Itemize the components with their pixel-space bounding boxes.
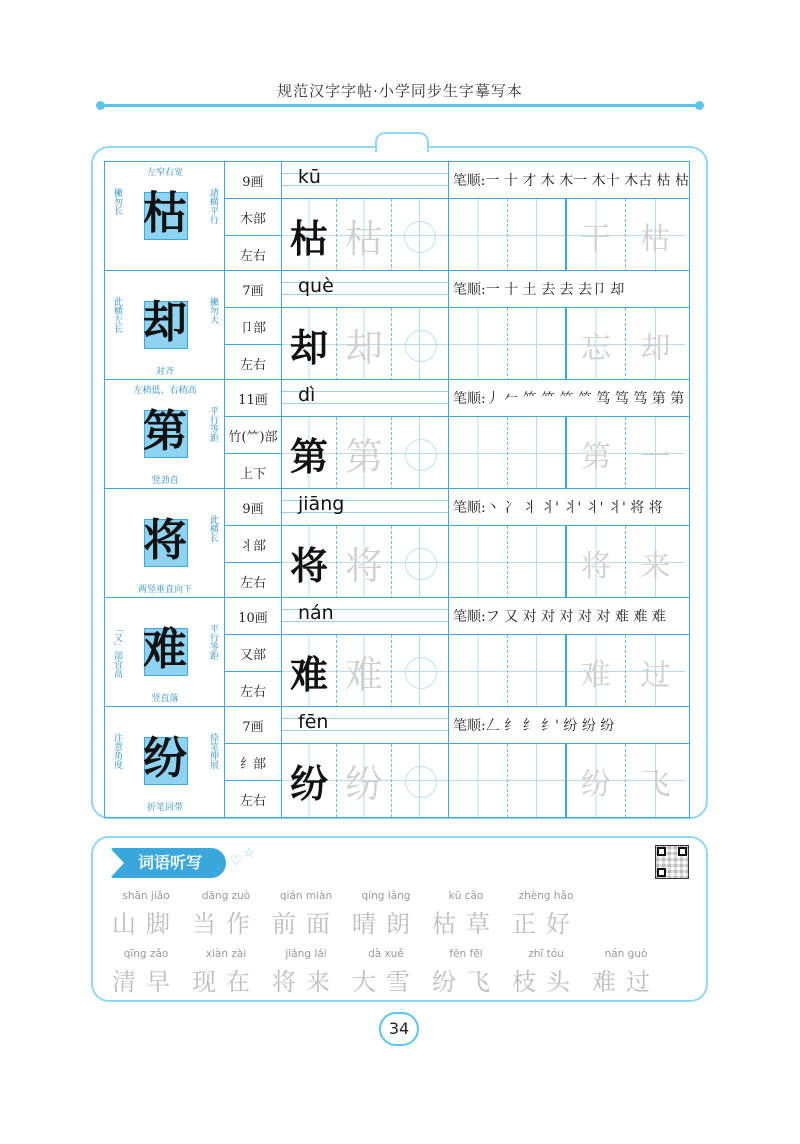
header-rule [100,104,700,107]
dictation-line [112,948,692,997]
word-grid [449,744,689,817]
model-character: 纷 [143,733,187,784]
word-pinyin: qíng lǎng [361,890,411,902]
model-character-cell [105,271,225,381]
word-trace-char: 来 [640,548,671,584]
sample-character: 第 [289,434,328,479]
stroke-order-sequence: フ 又 对 对 对 对 对 难 难 难 [485,609,666,625]
stroke-order-sequence: 一 十 土 去 去 去卩 却 [485,282,625,298]
radical: 丬部 [225,526,281,563]
character-info [225,162,282,272]
tian-box [282,635,337,708]
tian-grid-row [282,744,448,817]
circle-guide [405,439,437,471]
practice-cell [282,162,449,272]
stroke-count: 9画 [225,162,281,199]
sample-character: 纷 [289,761,328,806]
structure: 左右 [239,793,266,809]
radical: 又部 [225,635,281,672]
word-grid [449,526,689,599]
character-info [225,489,282,599]
trace-character: 第 [344,435,383,479]
writing-tip-bottom: 对齐 [155,367,174,377]
writing-tip-right: 撇勿大 [208,297,218,324]
stroke-order-label: 笔顺: [453,500,486,516]
practice-cell [282,598,449,708]
tian-box[interactable] [392,526,447,599]
circle-guide [405,548,437,580]
word-box[interactable] [567,308,626,381]
writing-tip-right: 平行等距 [208,406,218,442]
structure: 左右 [239,684,266,700]
qr-code-icon[interactable] [655,845,689,879]
practice-cell [282,271,449,381]
model-character-cell [105,489,225,599]
word-trace-char: 一 [640,439,671,475]
stroke-count: 7画 [225,271,281,308]
model-character: 第 [143,406,187,457]
writing-tip-left: 撇勿长 [112,188,122,215]
word-characters: 晴朗 [352,910,420,938]
stroke-count: 9画 [225,489,281,526]
pinyin: kū [297,166,321,188]
stroke-order [449,598,689,635]
word-grid [449,308,689,381]
header-dot-right [695,101,704,110]
stroke-count: 10画 [225,598,281,635]
practice-cell [282,380,449,490]
stroke-order-cell [449,598,689,708]
model-character: 难 [143,624,187,675]
word-pinyin: qián miàn [279,890,333,902]
word-grid [449,635,689,708]
pinyin-row [282,271,448,308]
word-pinyin: zhī tóu [528,948,564,960]
dictation-title-notch [110,848,124,878]
stroke-count: 11画 [225,380,281,417]
dictation-word [352,890,420,939]
practice-box[interactable] [508,308,567,381]
word-pinyin: zhèng hǎo [518,890,574,902]
word-characters: 清早 [112,968,180,996]
word-box[interactable] [567,199,626,272]
practice-box[interactable] [508,417,567,490]
tian-box[interactable] [392,199,447,272]
character-row [104,706,690,818]
stroke-order-label: 笔顺: [452,173,486,189]
tian-grid-row [282,199,448,272]
word-trace-char: 飞 [640,766,671,802]
sample-character: 枯 [289,216,328,261]
stroke-order-sequence: 一 十 才 木 木一 木十 木古 枯 枯 [485,173,690,189]
pinyin: nán [298,602,334,624]
pinyin-row [282,598,448,635]
word-pinyin: dāng zuò [201,890,251,902]
tian-box [282,744,337,817]
word-characters: 当作 [192,910,260,938]
practice-cell [282,707,449,817]
tian-box[interactable] [337,199,392,272]
structure: 左右 [239,248,266,264]
structure: 左右 [239,575,266,591]
word-trace-char: 纷 [581,766,611,802]
writing-tip-left: 注意角度 [112,733,122,769]
dictation-word [272,948,340,997]
model-character: 却 [143,297,187,348]
model-character-cell [105,380,225,490]
page-header-title: 规范汉字字帖·小学同步生字摹写本 [277,82,523,100]
stroke-order-sequence: 𠃋 纟 纟 纟' 纷 纷 纷 [485,718,615,734]
tian-box [282,526,337,599]
pinyin: dì [298,384,316,406]
word-characters: 将来 [272,968,340,996]
practice-box[interactable] [449,308,508,381]
practice-cell [282,489,449,599]
writing-tip-right: 諸横平行 [207,188,218,224]
dictation-line [112,890,692,939]
word-box[interactable] [626,417,685,490]
character-info [225,707,282,817]
stroke-order-label: 笔顺: [453,718,486,734]
dictation-word [192,890,260,939]
practice-box[interactable] [449,744,508,817]
word-grid [449,417,689,490]
word-pinyin: kū cǎo [448,890,484,902]
character-info [225,271,282,381]
writing-tip-right: 捺笔伸展 [208,733,218,769]
stroke-order-cell [449,707,689,817]
practice-box[interactable] [508,199,567,272]
practice-box[interactable] [508,744,567,817]
dictation-word [352,948,420,997]
character-info [225,380,282,490]
tian-box [282,308,337,381]
word-trace-char: 第 [581,439,611,475]
page-number: 34 [379,1012,419,1046]
pinyin-row [282,707,448,744]
word-trace-char: 难 [581,657,611,693]
stroke-order-label: 笔顺: [453,391,486,407]
stroke-order [449,707,689,744]
word-box[interactable] [567,744,626,817]
practice-box[interactable] [449,199,508,272]
word-grid [449,199,689,272]
stroke-order [449,380,689,417]
pinyin-row [282,380,448,417]
tian-box[interactable] [337,526,392,599]
writing-tip-top: 左窄右宽 [146,168,183,178]
practice-box[interactable] [449,417,508,490]
model-character: 枯 [143,188,187,239]
tian-grid-row [282,417,448,490]
writing-tip-right: 此横长 [208,515,218,542]
practice-box[interactable] [508,526,567,599]
word-trace-char: 枯 [640,221,671,257]
tian-grid-row [282,526,448,599]
stroke-count: 7画 [225,707,281,744]
word-box[interactable] [567,417,626,490]
practice-box[interactable] [449,635,508,708]
dictation-word [512,890,580,939]
word-trace-char: 干 [580,221,611,257]
writing-tip-left: 「又」部宜高 [112,624,122,678]
word-pinyin: dà xuě [368,948,404,960]
practice-box[interactable] [449,526,508,599]
word-box[interactable] [626,635,685,708]
tian-box[interactable] [392,417,447,490]
circle-guide [404,221,436,253]
tian-box[interactable] [392,744,447,817]
star-icon: ☆ [243,846,255,861]
tian-box [282,199,337,272]
stroke-order-cell [449,380,689,490]
model-character-cell [105,162,225,272]
panel-tab [375,132,429,152]
tian-box[interactable] [337,308,392,381]
tian-grid-row [282,635,448,708]
radical: 纟部 [225,744,281,781]
trace-character: 却 [344,326,383,370]
word-characters: 山脚 [112,910,180,938]
stroke-order-sequence: 丿 𠂉 ⺮ ⺮ ⺮ ⺮ 笃 笃 笃 第 第 [485,391,685,407]
word-box[interactable] [626,308,685,381]
dictation-word [272,890,340,939]
writing-tip-right: 平行等距 [208,624,218,660]
character-row [104,379,690,491]
sample-character: 将 [289,543,328,588]
character-row [104,597,690,709]
dictation-word [192,948,260,997]
structure: 上下 [239,466,266,482]
word-pinyin: fēn fēi [449,948,483,960]
radical: 卩部 [225,308,281,345]
model-character-cell [105,707,225,817]
word-characters: 前面 [272,910,340,938]
star-icon: ♡ [230,854,242,869]
radical: 竹(⺮)部 [225,417,281,454]
writing-tip-left: 此横左长 [112,297,122,333]
writing-tip-bottom: 两竖垂直向下 [137,585,192,595]
pinyin: jiāng [298,493,345,515]
writing-tip-top: 左稍低、右稍高 [133,386,197,396]
word-box[interactable] [626,199,685,272]
word-pinyin: nán guò [604,948,648,960]
dictation-word [432,890,500,939]
stroke-order-label: 笔顺: [453,282,486,298]
word-trace-char: 忘 [581,330,611,366]
word-pinyin: shān jiǎo [122,890,170,902]
trace-character: 将 [344,544,383,588]
circle-guide [405,330,437,362]
writing-tip-bottom: 竖直落 [151,694,179,704]
word-pinyin: qīng zǎo [123,948,169,960]
character-info [225,598,282,708]
radical: 木部 [225,199,281,236]
model-character-cell [105,598,225,708]
word-trace-char: 将 [581,548,611,584]
tian-box[interactable] [337,744,392,817]
dictation-word [112,948,180,997]
stroke-order-cell [449,162,689,272]
writing-tip-bottom: 折笔回带 [146,803,183,813]
dictation-word [512,948,580,997]
word-box[interactable] [567,526,626,599]
stroke-order-cell [449,271,689,381]
word-characters: 枯草 [432,910,500,938]
stroke-order [449,271,689,308]
sample-character: 却 [289,325,328,370]
structure: 左右 [239,357,266,373]
tian-box [282,417,337,490]
character-row [104,488,690,600]
word-box[interactable] [626,526,685,599]
model-character: 将 [143,515,187,566]
trace-character: 枯 [344,217,383,261]
circle-guide [405,657,437,689]
dictation-title: 词语听写 [110,848,226,878]
word-pinyin: xiàn zài [205,948,247,960]
tian-box[interactable] [392,635,447,708]
character-row [104,161,690,273]
character-row [104,270,690,382]
word-box[interactable] [567,635,626,708]
tian-box[interactable] [337,417,392,490]
word-characters: 难过 [592,968,660,996]
dictation-word [592,948,660,997]
word-characters: 正好 [512,910,580,938]
stroke-order [449,489,689,526]
dictation-word [432,948,500,997]
circle-guide [405,766,437,798]
header-dot-left [96,101,105,110]
pinyin: fēn [298,711,329,733]
stroke-order [449,162,689,199]
word-characters: 大雪 [352,968,420,996]
stroke-order-sequence: 丶 冫 丬 丬' 丬' 丬' 丬' 将 将 [485,500,663,516]
pinyin: què [298,275,334,297]
word-box[interactable] [626,744,685,817]
writing-tip-bottom: 竖劲直 [151,476,179,486]
pinyin-row [282,489,448,526]
pinyin-row [282,162,448,199]
word-characters: 现在 [192,968,260,996]
trace-character: 纷 [344,762,383,806]
tian-box[interactable] [392,308,447,381]
word-trace-char: 过 [640,657,671,693]
stroke-order-cell [449,489,689,599]
dictation-word [112,890,180,939]
tian-box[interactable] [337,635,392,708]
word-characters: 枝头 [512,968,580,996]
tian-grid-row [282,308,448,381]
practice-box[interactable] [508,635,567,708]
word-trace-char: 却 [640,330,671,366]
word-characters: 纷飞 [432,968,500,996]
sample-character: 难 [289,652,328,697]
stroke-order-label: 笔顺: [453,609,486,625]
word-pinyin: jiāng lái [285,948,327,960]
trace-character: 难 [344,653,383,697]
